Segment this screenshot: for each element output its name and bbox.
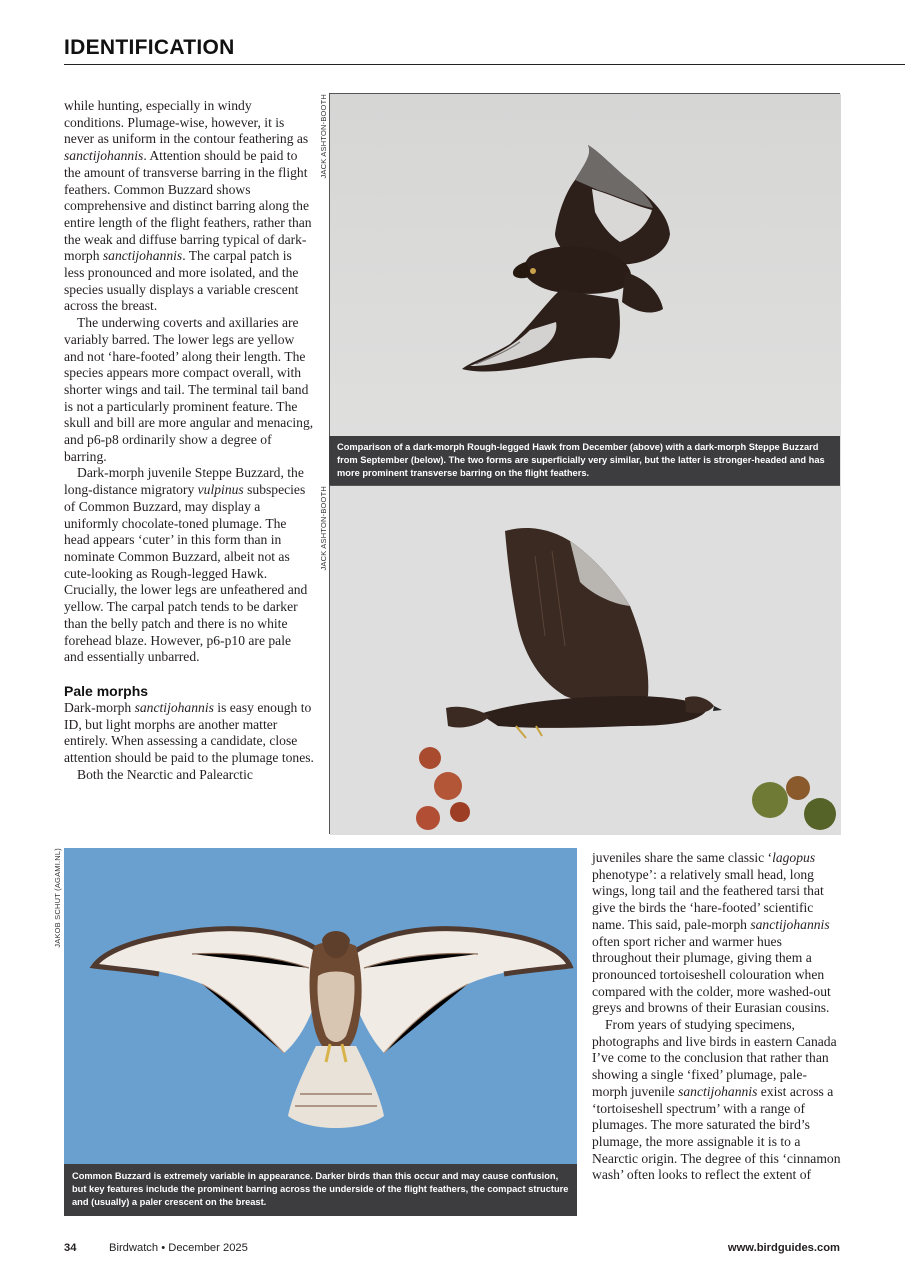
website-url: www.birdguides.com: [727, 1242, 840, 1254]
steppe-buzzard-illustration: [330, 486, 841, 835]
left-text-column: [64, 98, 314, 783]
rough-legged-hawk-illustration: [330, 94, 841, 486]
italic-term: sanctijohannis: [750, 916, 830, 932]
right-text-column: [592, 850, 842, 1184]
italic-term: sanctijohannis: [678, 1083, 758, 1099]
body-paragraph: juveniles share the same classic ‘lagopus phenotype’: a relatively small head, long wings, long tail and the feathered tarsi that give the birds the ‘hare-footed’ scientific name. This said, pale-morph sanctijohannis often sport richer and warmer hues throughout their plumage, giving them a pronounced tortoiseshell colouration when compared with the colder, more washed-out greys and browns of their Eurasian cousins.: [592, 850, 831, 1016]
body-paragraph: From years of studying specimens, photographs and live birds in eastern Canada I’ve come to the conclusion that rather than showing a single ‘fixed’ plumage, pale-morph juvenile sanctijohannis exist across a ‘tortoiseshell spectrum’ with a range of plumages. The more saturated the bird’s plumage, the more assignable it is to a Nearctic origin. The degree of this ‘cinnamon wash’ often looks to reflect the extent of: [592, 1017, 841, 1183]
photo-credit-rlh: JACK ASHTON-BOOTH: [319, 94, 328, 179]
common-buzzard-illustration: [64, 848, 577, 1216]
italic-term: vulpinus: [197, 482, 244, 498]
body-paragraph: Dark-morph sanctijohannis is easy enough to ID, but light morphs are another matter entirely. When assessing a candidate, close attention should be paid to the plumage tones.: [64, 699, 314, 766]
magazine-issue: Birdwatch • December 2025: [109, 1242, 248, 1254]
title-rule: [64, 64, 905, 65]
body-paragraph: The underwing coverts and axillaries are variably barred. The lower legs are yellow and not ‘hare-footed’ along their length. The species appears more compact overall, with shorter wings and tail. The terminal tail band is not a particularly prominent feature. The skull and bill are more angular and menacing, and p6-p8 ordinarily show a degree of barring.: [64, 315, 314, 464]
body-paragraph: Both the Nearctic and Palearctic: [77, 766, 253, 782]
photo-common-buzzard: [53, 848, 577, 1216]
italic-term: lagopus: [772, 850, 816, 865]
body-paragraph: Dark-morph juvenile Steppe Buzzard, the long-distance migratory vulpinus subspecies of Common Buzzard, may display a uniformly chocolate-toned plumage. The head appears ‘cuter’ in this form than in nominate Common Buzzard, albeit not as cute-looking as Rough-legged Hawk. Crucially, the lower legs are unfeathered and yellow. The carpal patch tends to be darker than the belly patch and there is no white forehead blaze. However, p6-p10 are pale and essentially unbarred.: [64, 465, 308, 665]
body-paragraph: while hunting, especially in windy conditions. Plumage-wise, however, it is never as uniform in the contour feathering as sanctijohannis. Attention should be paid to the amount of transverse barring in the flight feathers. Common Buzzard shows comprehensive and distinct barring along the entire length of the flight feathers, rather than the weak and diffuse barring typical of dark-morph sanctijohannis. The carpal patch is less pronounced and more isolated, and the species usually displays a variable crescent across the breast.: [64, 98, 312, 314]
page-number: 34: [64, 1242, 77, 1254]
photo-credit-steppe: JACK ASHTON-BOOTH: [319, 486, 328, 571]
italic-term: sanctijohannis: [102, 248, 183, 264]
caption-top: Comparison of a dark-morph Rough-legged Hawk from December (above) with a dark-morph Steppe Buzzard from September (below). The two forms are superficially very similar, but the latter is stronger-headed and has more prominent transverse barring on the flight feathers.: [329, 436, 840, 485]
photo-credit-common-buzzard: JAKOB SCHUT (AGAMI.NL): [53, 848, 62, 948]
italic-term: sanctijohannis: [64, 148, 144, 164]
italic-term: sanctijohannis: [134, 699, 214, 715]
caption-bottom: Common Buzzard is extremely variable in appearance. Darker birds than this occur and may cause confusion, but key features include the prominent barring across the underside of the flight feathers, the compact structure and (usually) a paler crescent on the breast.: [64, 1164, 577, 1216]
photo-rough-legged-hawk: [319, 93, 840, 485]
subheading-pale-morphs: Pale morphs: [64, 682, 149, 699]
photo-steppe-buzzard: [319, 485, 840, 834]
section-title: IDENTIFICATION: [64, 36, 235, 59]
